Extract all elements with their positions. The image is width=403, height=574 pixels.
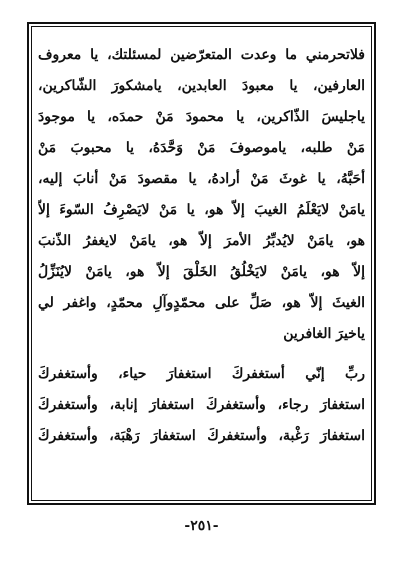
page-number: -٢٥١- bbox=[184, 518, 219, 534]
text-line: استغفارَ رَغْبة، وأستغفركَ استغفارَ رَهْبَة، وأستغفركَ bbox=[38, 428, 365, 444]
text-line: أحَبَّهُ، يا غوثَ مَنْ أرادهُ، يا مقصودَ مَنْ أنابَ إليه، bbox=[38, 171, 365, 187]
text-line: ربِّ إنّي أستغفركَ استغفارَ حياء، وأستغفركَ bbox=[38, 366, 365, 382]
text-line: هو، يامَنْ لايُدبِّرُ الأمرَ إلاّ هو، يامَنْ لايغفرُ الذّنبَ bbox=[38, 233, 365, 249]
text-line: يامَنْ لايَعْلَمُ الغيبَ إلاّ هو، يا مَنْ لايَصْرِفُ السّوءَ إلاّ bbox=[38, 202, 365, 218]
text-line: العارفين، يا معبودَ العابدين، يامشكورَ الشّاكرين، bbox=[38, 78, 365, 94]
page-text bbox=[38, 40, 365, 452]
text-line: مَنْ طلبه، ياموصوفَ مَنْ وَحَّدَهُ، يا محبوبَ مَنْ bbox=[38, 140, 365, 156]
text-line: إلاّ هو، يامَنْ لايَخْلُقُ الخَلْقَ إلاّ هو، يامَنْ لايُنَزِّلُ bbox=[38, 264, 365, 280]
text-line: استغفارَ رجاء، وأستغفركَ استغفارَ إنابة، وأستغفركَ bbox=[38, 397, 365, 413]
text-line: ياجليسَ الذّاكرين، يا محمودَ مَنْ حمدَه، يا موجودَ bbox=[38, 109, 365, 125]
text-line: فلاتحرمني ما وعدت المتعرّضين لمسئلتك، يا معروف bbox=[38, 47, 365, 63]
text-line: الغيثَ إلاّ هو، صَلِّ على محمّدٍوآلِ محمّدٍ، واغفر لي bbox=[38, 295, 365, 311]
text-line: ياخيرَ الغافرين bbox=[283, 326, 365, 342]
